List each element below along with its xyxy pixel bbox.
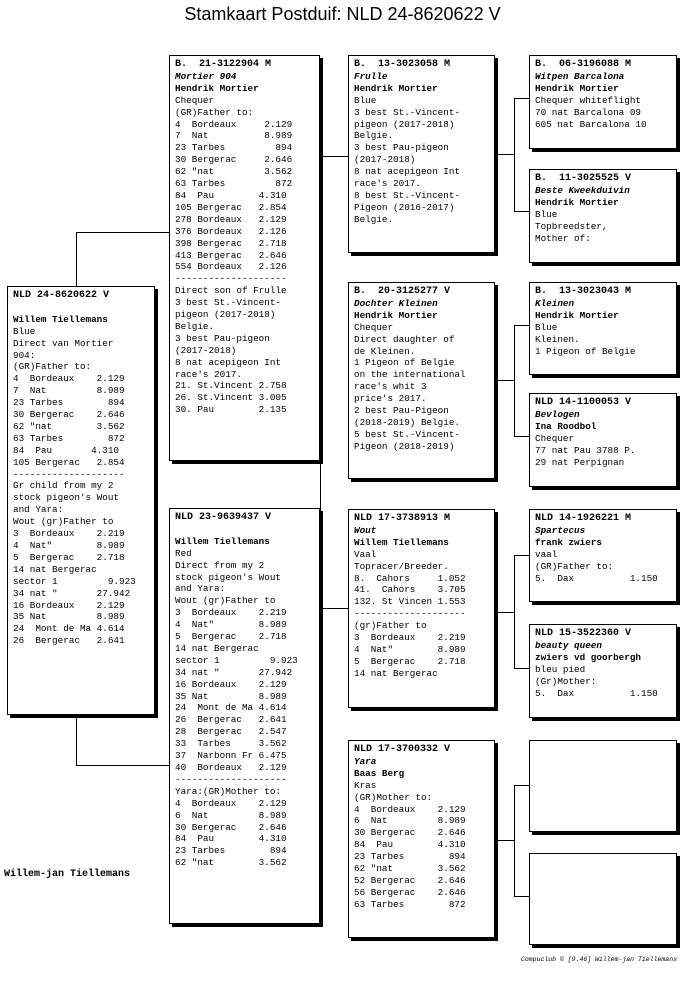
- connector-line: [497, 154, 514, 155]
- pedigree-line: 5 Bergerac 2.718: [175, 631, 287, 643]
- pedigree-line: stock pigeon's Wout: [13, 492, 120, 504]
- spacer: [175, 524, 314, 536]
- breeder-name: Willem Tiellemans: [175, 535, 270, 547]
- pedigree-line: 3 Bordeaux 2.219: [13, 528, 125, 540]
- pedigree-line: race's whit 3: [354, 381, 427, 393]
- ring-number: NLD 23-9639437 V: [175, 512, 272, 523]
- connector-line: [76, 232, 169, 233]
- pedigree-line: 904:: [13, 349, 36, 361]
- pedigree-line: 77 nat Pau 3788 P.: [535, 444, 636, 456]
- spacer: [13, 302, 149, 314]
- pedigree-line: (gr)Father to: [354, 620, 427, 632]
- pedigree-line: sector 1 9.923: [175, 654, 298, 666]
- connector-line: [514, 325, 515, 436]
- breeder-name: Willem Tiellemans: [13, 313, 108, 325]
- pigeon-name: Mortier 904: [175, 70, 237, 82]
- connector-line: [497, 612, 514, 613]
- connector-line: [497, 840, 514, 841]
- pigeon-name: Spartecus: [535, 524, 586, 536]
- connector-line: [320, 156, 321, 608]
- pedigree-line: 30 Bergerac 2.646: [175, 821, 287, 833]
- pedigree-line: 63 Tarbes 872: [13, 432, 125, 444]
- pedigree-line: 24 Mont de Ma 4.614: [13, 623, 125, 635]
- pedigree-line: 278 Bordeaux 2.129: [175, 213, 287, 225]
- pedigree-line: Belgie.: [354, 213, 394, 225]
- pedigree-line: on the international: [354, 369, 466, 381]
- pedigree-line: 8 best St.-Vincent-: [354, 189, 461, 201]
- pedigree-line: 30 Bergerac 2.646: [354, 827, 466, 839]
- pedigree-card-father-father[interactable]: [348, 55, 495, 253]
- pedigree-line: 34 nat " 27.942: [13, 587, 131, 599]
- pedigree-line: Chequer: [354, 321, 394, 333]
- pedigree-line: Yara:(GR)Mother to:: [175, 785, 282, 797]
- pedigree-line: 26 Bergerac 2.641: [175, 714, 287, 726]
- pedigree-line: 105 Bergerac 2.854: [175, 201, 287, 213]
- pedigree-line: 35 Nat 8.989: [13, 611, 125, 623]
- pedigree-line: (2018-2019) Belgie.: [354, 416, 461, 428]
- pedigree-line: Kleinen.: [535, 333, 580, 345]
- pedigree-line: 40 Bordeaux 2.129: [175, 762, 287, 774]
- pigeon-name: Frulle: [354, 70, 388, 82]
- pedigree-line: Vaal: [354, 548, 377, 560]
- pedigree-card-father[interactable]: [169, 55, 320, 461]
- pigeon-name: Yara: [354, 755, 377, 767]
- pedigree-line: Kras: [354, 779, 377, 791]
- pedigree-line: --------------------: [175, 273, 287, 285]
- breeder-name: zwiers vd goorbergh: [535, 651, 642, 663]
- pedigree-line: 4 Bordeaux 2.129: [13, 373, 125, 385]
- pedigree-line: (GR)Mother to:: [354, 791, 433, 803]
- pedigree-line: 3 best Pau-pigeon: [175, 332, 270, 344]
- connector-line: [514, 668, 529, 669]
- pedigree-line: 5 best St.-Vincent-: [354, 428, 461, 440]
- pedigree-line: 41. Cahors 3.705: [354, 584, 466, 596]
- pedigree-line: 4 Nat" 8.989: [175, 619, 287, 631]
- ring-number: B. 06-3196088 M: [535, 59, 632, 70]
- pedigree-line: 37 Narbonn Fr 6.475: [175, 750, 287, 762]
- ring-number: B. 13-3023043 M: [535, 286, 632, 297]
- pedigree-line: 105 Bergerac 2.854: [13, 456, 125, 468]
- pigeon-name: Kleinen: [535, 297, 575, 309]
- pedigree-card-fmf[interactable]: [529, 282, 677, 375]
- pedigree-line: 5 Bergerac 2.718: [13, 551, 125, 563]
- pedigree-line: 62 "nat 3.562: [175, 166, 293, 178]
- pedigree-line: Wout (gr)Father to: [175, 595, 276, 607]
- pedigree-line: 62 "nat 3.562: [13, 420, 125, 432]
- pigeon-name: Beste Kweekduivin: [535, 184, 630, 196]
- pedigree-line: Direct van Mortier: [13, 337, 114, 349]
- pigeon-name: Dochter Kleinen: [354, 297, 438, 309]
- pedigree-line: Pigeon (2016-2017): [354, 201, 455, 213]
- pedigree-line: --------------------: [175, 773, 287, 785]
- ring-number: NLD 15-3522360 V: [535, 628, 632, 639]
- pedigree-line: 4 Bordeaux 2.129: [175, 797, 287, 809]
- ring-number: B. 20-3125277 V: [354, 286, 451, 297]
- connector-line: [322, 272, 323, 274]
- connector-line: [320, 608, 348, 609]
- breeder-name: Baas Berg: [354, 767, 405, 779]
- pedigree-line: Direct daughter of: [354, 333, 455, 345]
- pedigree-line: 5. Dax 1.150: [535, 687, 658, 699]
- pedigree-line: price's 2017.: [354, 393, 427, 405]
- pedigree-line: Red: [175, 547, 192, 559]
- pedigree-line: 8 nat acepigeon Int: [175, 356, 282, 368]
- breeder-name: Hendrik Mortier: [535, 196, 619, 208]
- pigeon-name: Witpen Barcalona: [535, 70, 625, 82]
- pedigree-line: 23 Tarbes 894: [175, 142, 293, 154]
- pedigree-line: 4 Bordeaux 2.129: [354, 803, 466, 815]
- pedigree-line: 84 Pau 4.310: [175, 833, 287, 845]
- connector-line: [514, 555, 515, 668]
- connector-line: [514, 98, 515, 211]
- pedigree-line: 63 Tarbes 872: [354, 898, 466, 910]
- pedigree-card-mmf[interactable]: [529, 740, 677, 832]
- pedigree-line: 30 Bergerac 2.646: [175, 154, 293, 166]
- pedigree-line: 2 best Pau-Pigeon: [354, 405, 449, 417]
- pedigree-line: 26 Bergerac 2.641: [13, 635, 125, 647]
- pedigree-line: 33 Tarbes 3.562: [175, 738, 287, 750]
- pedigree-line: 3 Bordeaux 2.219: [354, 632, 466, 644]
- pedigree-line: 4 Nat" 8.989: [354, 643, 466, 655]
- pedigree-line: 21. St.Vincent 2.758: [175, 380, 287, 392]
- pedigree-line: 23 Tarbes 894: [175, 845, 287, 857]
- pedigree-card-mff[interactable]: [529, 509, 677, 602]
- pedigree-line: 4 Nat" 8.989: [13, 540, 125, 552]
- pedigree-line: 398 Bergerac 2.718: [175, 237, 287, 249]
- page-title: Stamkaart Postduif: NLD 24-8620622 V: [184, 4, 501, 24]
- pedigree-line: de Kleinen.: [354, 345, 416, 357]
- pedigree-line: 28 Bergerac 2.547: [175, 726, 287, 738]
- connector-line: [76, 713, 77, 766]
- pedigree-line: Blue: [535, 208, 558, 220]
- pedigree-line: --------------------: [354, 608, 466, 620]
- pedigree-line: Blue: [13, 325, 36, 337]
- pedigree-line: --------------------: [13, 468, 125, 480]
- pedigree-line: 14 nat Bergerac: [175, 642, 259, 654]
- pedigree-line: Belgie.: [175, 320, 215, 332]
- breeder-name: frank zwiers: [535, 536, 602, 548]
- connector-line: [514, 211, 529, 212]
- pedigree-line: 7 Nat 8.989: [13, 385, 125, 397]
- connector-line: [514, 785, 515, 896]
- pedigree-line: 6 Nat 8.989: [354, 815, 466, 827]
- ring-number: NLD 14-1926221 M: [535, 513, 632, 524]
- connector-line: [514, 896, 529, 897]
- pedigree-line: 3 best St.-Vincent-: [175, 297, 282, 309]
- pedigree-card-fmm[interactable]: [529, 393, 677, 487]
- pedigree-line: 5. Dax 1.150: [535, 572, 658, 584]
- pedigree-line: 8 nat acepigeon Int: [354, 166, 461, 178]
- pedigree-line: Direct from my 2: [175, 559, 265, 571]
- pedigree-line: sector 1 9.923: [13, 575, 136, 587]
- pedigree-card-mother[interactable]: [169, 508, 320, 924]
- pedigree-line: 3 best St.-Vincent-: [354, 106, 461, 118]
- breeder-name: Hendrik Mortier: [535, 309, 619, 321]
- pedigree-line: Wout (gr)Father to: [13, 516, 114, 528]
- pedigree-line: vaal: [535, 548, 558, 560]
- pedigree-line: 7 Nat 8.989: [175, 130, 293, 142]
- ring-number: NLD 14-1100053 V: [535, 397, 632, 408]
- pedigree-line: Pigeon (2018-2019): [354, 440, 455, 452]
- pedigree-line: 56 Bergerac 2.646: [354, 886, 466, 898]
- pedigree-line: Blue: [535, 321, 558, 333]
- pedigree-line: Topbreedster,: [535, 220, 608, 232]
- connector-line: [76, 232, 77, 286]
- breeder-name: Ina Roodbol: [535, 420, 597, 432]
- footer-credit: Compuclub © [9.46] Willem-jan Tiellemans: [520, 956, 677, 963]
- pedigree-line: Gr child from my 2: [13, 480, 114, 492]
- pedigree-line: 84 Pau 4.310: [354, 839, 466, 851]
- pedigree-line: race's 2017.: [354, 178, 421, 190]
- pedigree-line: 1 Pigeon of Belgie: [354, 357, 455, 369]
- ring-number: NLD 17-3700332 V: [354, 744, 451, 755]
- pedigree-line: 1 Pigeon of Belgie: [535, 345, 636, 357]
- breeder-name: Willem Tiellemans: [354, 536, 449, 548]
- pedigree-card-mfm[interactable]: [529, 624, 677, 718]
- pedigree-line: 16 Bordeaux 2.129: [175, 678, 287, 690]
- pedigree-line: Belgie.: [354, 130, 394, 142]
- pedigree-line: 5 Bergerac 2.718: [354, 655, 466, 667]
- pedigree-line: Chequer: [175, 94, 215, 106]
- pigeon-name: Wout: [354, 524, 377, 536]
- pedigree-line: 554 Bordeaux 2.126: [175, 261, 287, 273]
- pedigree-card-ffm[interactable]: [529, 169, 677, 263]
- owner-name: Willem-jan Tiellemans: [4, 869, 131, 880]
- pedigree-line: 14 nat Bergerac: [13, 563, 97, 575]
- ring-number: B. 13-3023058 M: [354, 59, 451, 70]
- pedigree-line: 605 nat Barcalona 10: [535, 118, 647, 130]
- pedigree-line: 62 "nat 3.562: [175, 857, 287, 869]
- connector-line: [514, 436, 529, 437]
- pedigree-line: 3 best Pau-pigeon: [354, 142, 449, 154]
- connector-line: [320, 156, 348, 157]
- pedigree-line: pigeon (2017-2018): [175, 309, 276, 321]
- connector-line: [514, 785, 529, 786]
- breeder-name: Hendrik Mortier: [175, 82, 259, 94]
- connector-line: [514, 325, 529, 326]
- pedigree-line: Mother of:: [535, 232, 591, 244]
- pedigree-line: 62 "nat 3.562: [354, 863, 466, 875]
- connector-line: [76, 765, 169, 766]
- pedigree-line: pigeon (2017-2018): [354, 118, 455, 130]
- pedigree-line: bleu pied: [535, 663, 586, 675]
- ring-number: NLD 17-3738913 M: [354, 513, 451, 524]
- pedigree-line: 30. Pau 2.135: [175, 404, 287, 416]
- pedigree-line: 24 Mont de Ma 4.614: [175, 702, 287, 714]
- pedigree-line: 29 nat Perpignan: [535, 456, 625, 468]
- connector-line: [514, 555, 529, 556]
- connector-line: [514, 98, 529, 99]
- pedigree-line: (2017-2018): [354, 154, 416, 166]
- pedigree-line: (GR)Father to:: [535, 560, 614, 572]
- pedigree-line: 84 Pau 4.310: [13, 444, 120, 456]
- pedigree-line: 34 nat " 27.942: [175, 666, 293, 678]
- pedigree-line: (2017-2018): [175, 344, 237, 356]
- pedigree-card-subject[interactable]: [7, 286, 155, 715]
- pedigree-line: 14 nat Bergerac: [354, 667, 438, 679]
- pedigree-line: 35 Nat 8.989: [175, 690, 287, 702]
- pedigree-line: Chequer whiteflight: [535, 94, 642, 106]
- pedigree-line: 16 Bordeaux 2.129: [13, 599, 125, 611]
- pedigree-line: 3 Bordeaux 2.219: [175, 607, 287, 619]
- pedigree-line: 26. St.Vincent 3.005: [175, 392, 287, 404]
- pedigree-line: 8. Cahors 1.052: [354, 572, 466, 584]
- pedigree-line: 63 Tarbes 872: [175, 178, 293, 190]
- pedigree-line: 84 Pau 4.310: [175, 189, 287, 201]
- pedigree-line: 23 Tarbes 894: [354, 851, 466, 863]
- pedigree-line: Blue: [354, 94, 377, 106]
- breeder-name: Hendrik Mortier: [535, 82, 619, 94]
- ring-number: B. 11-3025525 V: [535, 173, 632, 184]
- pedigree-line: Topracer/Breeder.: [354, 560, 449, 572]
- pedigree-line: 30 Bergerac 2.646: [13, 409, 125, 421]
- pedigree-line: 376 Bordeaux 2.126: [175, 225, 287, 237]
- pedigree-card-mother-mother[interactable]: [348, 740, 495, 938]
- pigeon-name: Bevlogen: [535, 408, 580, 420]
- pedigree-line: (GR)Father to:: [13, 361, 92, 373]
- pedigree-line: and Yara:: [13, 504, 64, 516]
- pedigree-line: 6 Nat 8.989: [175, 809, 287, 821]
- pedigree-line: stock pigeon's Wout: [175, 571, 282, 583]
- ring-number: B. 21-3122904 M: [175, 59, 272, 70]
- pedigree-line: 132. St Vincen 1.553: [354, 596, 466, 608]
- pedigree-line: (GR)Father to:: [175, 106, 254, 118]
- pedigree-line: 413 Bergerac 2.646: [175, 249, 287, 261]
- ring-number: NLD 24-8620622 V: [13, 290, 110, 301]
- pedigree-line: 4 Bordeaux 2.129: [175, 118, 293, 130]
- pedigree-line: and Yara:: [175, 583, 226, 595]
- pedigree-card-mother-father[interactable]: [348, 509, 495, 708]
- pedigree-card-father-mother[interactable]: [348, 282, 495, 479]
- pedigree-line: (Gr)Mother:: [535, 675, 597, 687]
- pedigree-line: 70 nat Barcalona 09: [535, 106, 642, 118]
- pedigree-line: 23 Tarbes 894: [13, 397, 125, 409]
- connector-line: [497, 380, 514, 381]
- pedigree-card-fff[interactable]: [529, 55, 677, 149]
- breeder-name: Hendrik Mortier: [354, 82, 438, 94]
- pedigree-line: race's 2017.: [175, 368, 242, 380]
- pedigree-line: Chequer: [535, 432, 575, 444]
- breeder-name: Hendrik Mortier: [354, 309, 438, 321]
- pedigree-line: Direct son of Frulle: [175, 285, 287, 297]
- pedigree-card-mmm[interactable]: [529, 853, 677, 945]
- pedigree-line: 52 Bergerac 2.646: [354, 874, 466, 886]
- pigeon-name: beauty queen: [535, 639, 602, 651]
